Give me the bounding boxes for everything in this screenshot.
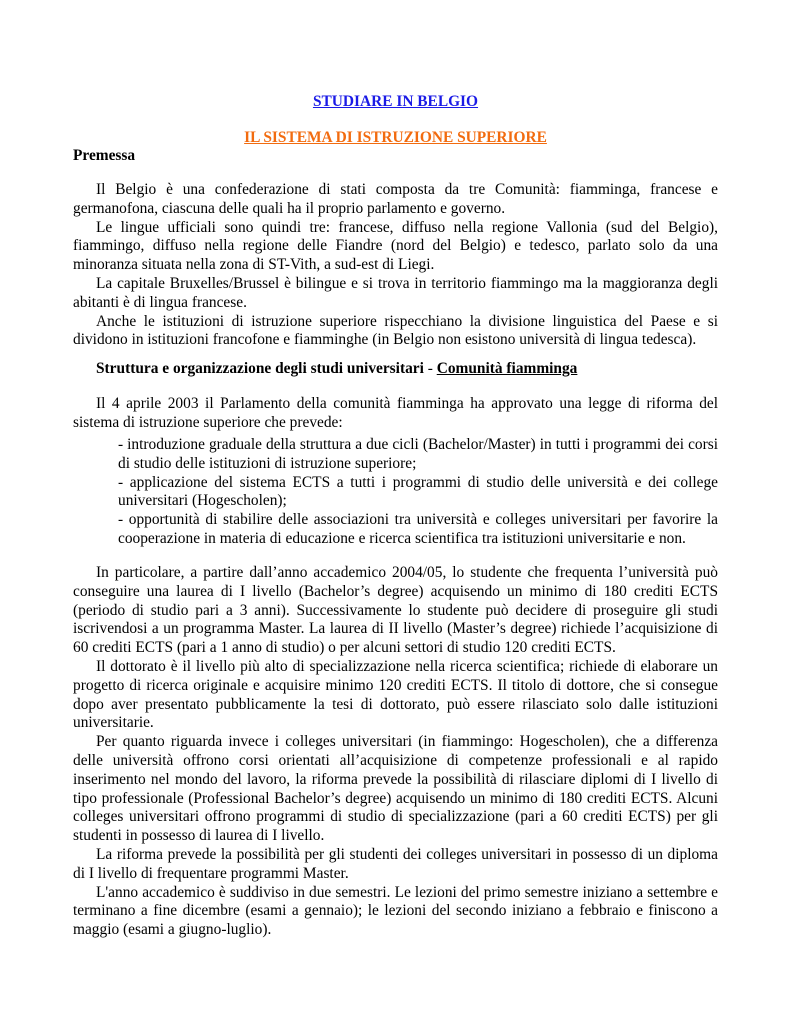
section-heading-community: Comunità fiamminga <box>436 360 578 377</box>
premessa-section <box>73 181 718 350</box>
premessa-paragraph: Le lingue ufficiali sono quindi tre: francese, diffuso nella regione Vallonia (sud del Belgio), fiammingo, diffuso nella regione delle Fiandre (nord del Belgio) e tedesco, parlato solo da una minoranza situata nella zona di ST-Vith, a sud-est di Liegi. <box>73 218 718 274</box>
body-paragraph: L'anno accademico è suddiviso in due semestri. Le lezioni del primo semestre iniziano a settembre e terminano a fine dicembre (esami a gennaio); le lezioni del secondo iniziano a febbraio e finiscono a maggio (esami a giugno-luglio). <box>73 883 718 939</box>
list-item: - introduzione graduale della struttura a due cicli (Bachelor/Master) in tutti i programmi dei corsi di studio delle istituzioni di istruzione superiore; <box>118 436 718 472</box>
section-heading-separator: - <box>423 360 437 377</box>
body-paragraph: In particolare, a partire dall’anno accademico 2004/05, lo studente che frequenta l’università può conseguire una laurea di I livello (Bachelor’s degree) acquisendo un minimo di 180 crediti ECTS (periodo di studio pari a 3 anni). Successivamente lo studente può decidere di proseguire gli studi iscrivendosi a un programma Master. La laurea di II livello (Master’s degree) richiede l’acquisizione di 60 crediti ECTS (pari a 1 anno di studio) o per alcuni settori di studio 120 crediti ECTS. <box>73 564 718 657</box>
body-paragraph: La riforma prevede la possibilità per gli studenti dei colleges universitari in possesso di un diploma di I livello di frequentare programmi Master. <box>73 845 718 882</box>
premessa-paragraph: La capitale Bruxelles/Brussel è bilingue e si trova in territorio fiammingo ma la maggioranza degli abitanti è di lingua francese. <box>73 274 718 311</box>
premessa-heading: Premessa <box>73 147 136 164</box>
list-item: - applicazione del sistema ECTS a tutti i programmi di studio delle università e dei college universitari (Hogescholen); <box>118 473 718 510</box>
body-paragraph: Il dottorato è il livello più alto di specializzazione nella ricerca scientifica; richiede di elaborare un progetto di ricerca originale e acquisire minimo 120 crediti ECTS. Il titolo di dottore, che si consegue dopo aver presentato pubblicamente la tesi di dottorato, può essere rilasciato solo dalle istituzioni universitarie. <box>73 657 718 732</box>
reform-intro: Il 4 aprile 2003 il Parlamento della comunità fiamminga ha approvato una legge di riforma del sistema di istruzione superiore che prevede: <box>73 395 718 431</box>
reform-list-block <box>73 436 718 549</box>
premessa-paragraph: Anche le istituzioni di istruzione superiore rispecchiano la divisione linguistica del Paese e si dividono in istituzioni francofone e fiamminghe (in Belgio non esistono università di lingua tedesca). <box>73 312 718 349</box>
section-heading-text: Struttura e organizzazione degli studi universitari <box>96 360 424 377</box>
body-section <box>73 564 718 940</box>
reform-intro-block <box>73 395 718 433</box>
section-heading-row <box>73 360 718 379</box>
premessa-paragraph: Il Belgio è una confederazione di stati composta da tre Comunità: fiamminga, francese e germanofona, ciascuna delle quali ha il proprio parlamento e governo. <box>73 181 718 217</box>
section-heading <box>73 360 718 379</box>
document-subtitle: IL SISTEMA DI ISTRUZIONE SUPERIORE <box>244 129 547 146</box>
document-title: STUDIARE IN BELGIO <box>312 93 479 110</box>
reform-list <box>73 436 718 549</box>
list-item: - opportunità di stabilire delle associazioni tra università e colleges universitari per favorire la cooperazione in materia di educazione e ricerca scientifica tra istituzioni universitarie e non. <box>118 511 718 547</box>
body-paragraph: Per quanto riguarda invece i colleges universitari (in fiammingo: Hogescholen), che a differenza delle università offrono corsi orientati all’acquisizione di competenze professionali e al rapido inserimento nel mondo del lavoro, la riforma prevede la possibilità di rilasciare diplomi di I livello di tipo professionale (Professional Bachelor’s degree) acquisendo un minimo di 180 crediti ECTS. Alcuni colleges universitari offrono programmi di studio di specializzazione (pari a 60 crediti ECTS) per gli studenti in possesso di laurea di I livello. <box>73 733 718 845</box>
